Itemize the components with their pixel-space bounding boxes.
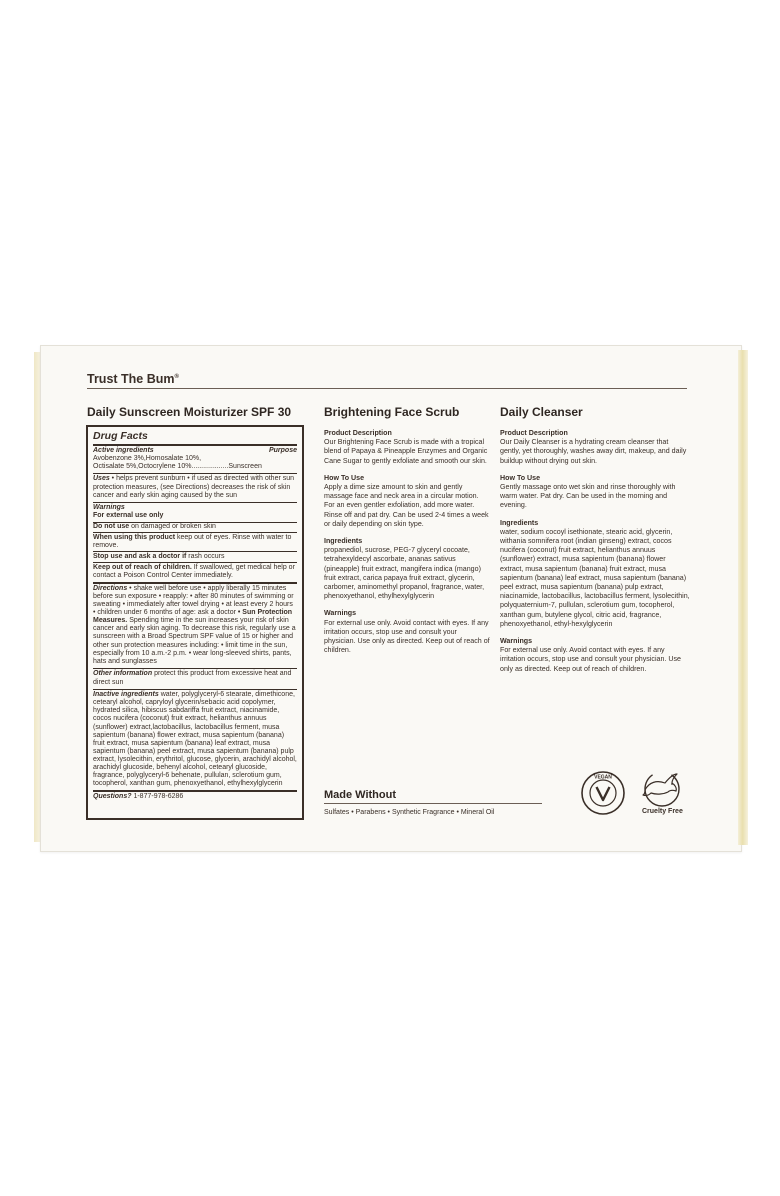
active-line-2: Octisalate 5%,Octocrylene 10%...................Sunscreen [93,462,262,470]
scrub-column: Product Description Our Brightening Face Scrub is made with a tropical blend of Papaya & Pineapple Enzymes and Organic Cane Sugar to gently exfoliate and smooth our skin. How To Use Apply a dime size amount to skin and gently massage face and neck area in a circular motion. For an even gentler exfoliation, add more water. Rinse off and pat dry. Can be used 2-4 times a week or daily depending on skin type. Ingredients propanediol, sucrose, PEG-7 glyceryl cocoate, tetrahexyldecyl ascorbate, ananas sativus (pineapple) fruit extract, mangifera indica (mango) fruit extract, carica papaya fruit extract, glycerin, carbomer, aminomethyl propanol, fragrance, water, phenoxyethanol, ethylhexylglycerin Warnings For external use only. Avoid contact with eyes. If any irritation occurs, stop use and consult your physician. Use only as directed. Keep out of reach of children. [324,429,490,655]
vegan-badge-text: VEGAN [594,774,612,781]
made-without-title: Made Without [324,789,396,801]
brand-name: Trust The Bum® [87,372,179,386]
active-header: Active ingredients Purpose [93,446,297,454]
stop-use: Stop use and ask a doctor if rash occurs [93,553,225,561]
scrub-title: Brightening Face Scrub [324,405,460,419]
other-info: Other information protect this product from excessive heat and direct sun [93,670,292,686]
do-not-use: Do not use on damaged or broken skin [93,523,216,531]
inactive-ingredients: Inactive ingredients water, polyglyceryl-6 stearate, dimethicone, cetearyl alcohol, capryloyl glycerin/sebacic acid copolymer, hydrated silica, hibiscus sabdariffa fruit extract, niacinamide, cocos nucifera (coconut) fruit extract, helianthus annuus (sunflower) extract,lactobacillus, lactobacillus ferment, musa sapientum (banana) flower extract, musa sapientum (banana) fruit extract, musa sapientum (banana) leaf extract, musa sapientum (banana) peel extract, musa sapientum (banana) pulp extract, lysolecithin, erythritol, glucose, glycerin, arachidyl alcohol, arachidyl glucoside, behenyl alcohol, cetearyl glucoside, fragrance, polyglyceryl-6 behenate, pullulan, sclerotium gum, tocopherol, xanthan gum, phenoxyethanol, ethylhexylglycerin [93,691,297,788]
uses-section: Uses • helps prevent sunburn • if used as directed with other sun protection measures, (see Directions) decreases the risk of skin cancer and early skin aging caused by the sun [93,475,295,499]
questions-line: Questions? 1-877-978-6286 [93,792,184,800]
keep-out: Keep out of reach of children. If swallowed, get medical help or contact a Poison Control Center immediately. [93,564,295,580]
leaping-bunny-icon [637,768,687,808]
cleanser-title: Daily Cleanser [500,405,583,419]
warnings-heading: Warnings [93,504,125,512]
header-rule [87,388,687,389]
made-without-rule [324,803,542,804]
directions-section: Directions • shake well before use • apply liberally 15 minutes before sun exposure • reapply: • after 80 minutes of swimming or sweating • immediately after towel drying • at least every 2 hours • children under 6 months of age: ask a doctor • Sun Protection Measures. Spending time in the sun increases your risk of skin cancer and early skin aging. To decrease this risk, regularly use a sunscreen with a Broad Spectrum SPF value of 15 or higher and other sun protection measures including: • limit time in the sun, especially from 10 a.m.-2 p.m. • wear long-sleeved shirts, pants, hats and sunglasses [93,584,296,665]
active-line-1: Avobenzone 3%,Homosalate 10%, [93,454,202,462]
when-using: When using this product keep out of eyes. Rinse with water to remove. [93,534,292,550]
cleanser-column: Product Description Our Daily Cleanser is a hydrating cream cleanser that gently, yet thoroughly, washes away dirt, makeup, and daily buildup without drying out skin. How To Use Gently massage onto wet skin and rinse thoroughly with warm water. Pat dry. Can be used in the morning and evening. Ingredients water, sodium cocoyl isethionate, stearic acid, glycerin, withania somnifera root (indian ginseng) extract, cocos nucifera (coconut) fruit extract, helianthus annuus (sunflower) extract, musa sapientum (banana) flower extract, musa sapientum (banana) fruit extract, musa sapientum (banana) leaf extract, musa sapientum (banana) peel extract, musa sapientum (banana) pulp extract, niacinamide, lactobacillus, lactobacillus ferment, lysolecithin, polyquaternium-7, pullulan, sclerotium gum, tocopherol, xanthan gum, butylene glycol, citric acid, fragrance, phenoxyethanol, ethyl-hexylglycerin Warnings For external use only. Avoid contact with eyes. If any irritation occurs, stop use and consult your physician. Use only as directed. Keep out of reach of children. [500,429,690,673]
made-without-list: Sulfates • Parabens • Synthetic Fragrance • Mineral Oil [324,809,495,816]
drug-facts-title: Drug Facts [93,430,148,442]
drug-facts-panel [86,425,304,820]
box-right-edge [738,350,748,845]
sunscreen-title: Daily Sunscreen Moisturizer SPF 30 [87,405,292,419]
cruelty-free-label: Cruelty Free [642,808,683,815]
vegan-v-seal-icon [580,770,626,816]
external-use: For external use only [93,512,164,520]
